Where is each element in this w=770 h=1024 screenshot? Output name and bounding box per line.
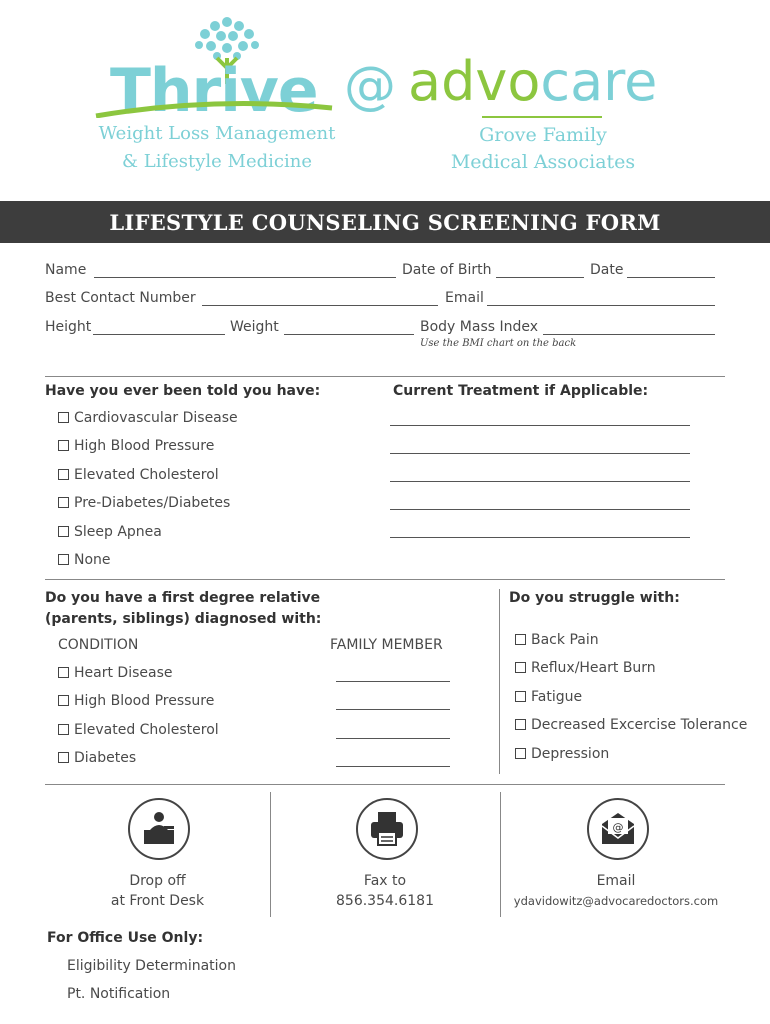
advocare-underline <box>482 116 602 118</box>
checkbox[interactable] <box>58 667 69 678</box>
form-title: LIFESTYLE COUNSELING SCREENING FORM <box>0 201 770 243</box>
at-symbol: @ <box>344 56 396 116</box>
checkbox[interactable] <box>58 526 69 537</box>
advocare-logo <box>408 50 673 180</box>
struggle-item-4-label: Depression <box>531 745 610 762</box>
name-label: Name <box>45 262 87 278</box>
advocare-sub-1: Grove Family <box>479 124 607 146</box>
front-desk-icon <box>128 798 190 860</box>
checkbox[interactable] <box>58 554 69 565</box>
notification-label: Pt. Notification <box>67 986 171 1002</box>
checkbox[interactable] <box>515 691 526 702</box>
checkbox[interactable] <box>58 724 69 735</box>
history-heading: Have you ever been told you have: <box>45 383 321 399</box>
date-field[interactable] <box>627 277 715 278</box>
bmi-field[interactable] <box>543 334 715 335</box>
family-member-field[interactable] <box>336 738 450 739</box>
thrive-logo <box>92 12 342 182</box>
advocare-wordmark-advo: advo <box>408 50 541 113</box>
struggle-heading: Do you struggle with: <box>509 590 680 606</box>
svg-text:@: @ <box>612 821 624 834</box>
family-item-1-label: High Blood Pressure <box>74 693 215 710</box>
family-heading-2: (parents, siblings) diagnosed with: <box>45 611 322 627</box>
divider-1 <box>45 376 725 377</box>
history-item-1[interactable] <box>58 438 214 454</box>
submit-separator-1 <box>270 792 271 917</box>
checkbox[interactable] <box>58 752 69 763</box>
envelope-icon <box>587 798 649 860</box>
height-field[interactable] <box>93 334 225 335</box>
office-heading: For Office Use Only: <box>47 930 204 946</box>
dob-label: Date of Birth <box>402 262 492 278</box>
bmi-label: Body Mass Index <box>420 319 539 335</box>
family-member-field[interactable] <box>336 766 450 767</box>
treatment-line-3[interactable] <box>390 481 690 482</box>
weight-label: Weight <box>230 319 279 335</box>
submit-separator-2 <box>500 792 501 917</box>
struggle-item-2-label: Fatigue <box>531 688 583 705</box>
struggle-item-1[interactable] <box>515 660 656 676</box>
history-item-2[interactable] <box>58 467 219 483</box>
family-item-1[interactable] <box>58 693 214 709</box>
name-field[interactable] <box>94 277 396 278</box>
checkbox[interactable] <box>515 719 526 730</box>
thrive-tagline-1: Weight Loss Management <box>98 123 336 144</box>
email-submit-label: Email <box>596 873 636 889</box>
checkbox[interactable] <box>58 497 69 508</box>
fax-icon <box>356 798 418 860</box>
thrive-wordmark: Thrive <box>110 56 318 126</box>
history-item-5-label: None <box>74 552 111 568</box>
struggle-item-3[interactable] <box>515 717 747 733</box>
checkbox[interactable] <box>58 695 69 706</box>
checkbox[interactable] <box>515 662 526 673</box>
checkbox[interactable] <box>58 440 69 451</box>
history-item-1-label: High Blood Pressure <box>74 438 215 455</box>
family-member-field[interactable] <box>336 709 450 710</box>
family-item-0[interactable] <box>58 665 172 681</box>
height-label: Height <box>45 319 92 335</box>
struggle-item-2[interactable] <box>515 689 582 705</box>
treatment-heading: Current Treatment if Applicable: <box>393 383 649 399</box>
family-item-2[interactable] <box>58 722 219 738</box>
family-member-col-header: FAMILY MEMBER <box>330 637 443 653</box>
eligibility-label: Eligibility Determination <box>67 958 236 974</box>
contact-field[interactable] <box>202 305 438 306</box>
treatment-line-5[interactable] <box>390 537 690 538</box>
family-struggle-separator <box>499 589 500 774</box>
history-item-3-label: Pre-Diabetes/Diabetes <box>74 495 231 512</box>
thrive-swoosh <box>94 98 334 118</box>
history-item-4-label: Sleep Apnea <box>74 523 162 540</box>
history-item-2-label: Elevated Cholesterol <box>74 466 219 483</box>
bmi-note: Use the BMI chart on the back <box>420 338 577 349</box>
dropoff-label-2: at Front Desk <box>110 893 205 909</box>
struggle-item-3-label: Decreased Excercise Tolerance <box>531 717 748 734</box>
checkbox[interactable] <box>515 634 526 645</box>
family-item-3[interactable] <box>58 750 136 766</box>
checkbox[interactable] <box>58 469 69 480</box>
email-address[interactable]: ydavidowitz@advocaredoctors.com <box>513 894 719 908</box>
struggle-item-1-label: Reflux/Heart Burn <box>531 660 656 677</box>
history-item-0[interactable] <box>58 410 238 426</box>
checkbox[interactable] <box>58 412 69 423</box>
divider-2 <box>45 579 725 580</box>
thrive-tagline-2: & Lifestyle Medicine <box>122 151 312 172</box>
struggle-item-0-label: Back Pain <box>531 632 599 648</box>
contact-label: Best Contact Number <box>45 290 196 306</box>
history-item-5[interactable] <box>58 552 111 568</box>
history-item-0-label: Cardiovascular Disease <box>74 410 238 426</box>
treatment-line-2[interactable] <box>390 453 690 454</box>
weight-field[interactable] <box>284 334 414 335</box>
fax-number: 856.354.6181 <box>336 893 434 909</box>
treatment-line-1[interactable] <box>390 425 690 426</box>
history-item-3[interactable] <box>58 495 230 511</box>
dropoff-label-1: Drop off <box>129 873 186 889</box>
date-label: Date <box>590 262 624 278</box>
family-item-0-label: Heart Disease <box>74 665 173 681</box>
email-field[interactable] <box>487 305 715 306</box>
struggle-item-0[interactable] <box>515 632 599 648</box>
struggle-item-4[interactable] <box>515 746 609 762</box>
email-label: Email <box>445 290 484 306</box>
divider-3 <box>45 784 725 785</box>
checkbox[interactable] <box>515 748 526 759</box>
advocare-sub-2: Medical Associates <box>450 151 636 173</box>
history-item-4[interactable] <box>58 524 162 540</box>
family-heading-1: Do you have a first degree relative <box>45 590 321 606</box>
condition-col-header: CONDITION <box>58 637 139 653</box>
family-member-field[interactable] <box>336 681 450 682</box>
treatment-line-4[interactable] <box>390 509 690 510</box>
fax-label: Fax to <box>363 873 407 889</box>
advocare-wordmark-care: care <box>540 50 658 113</box>
dob-field[interactable] <box>496 277 584 278</box>
family-item-3-label: Diabetes <box>74 750 137 767</box>
family-item-2-label: Elevated Cholesterol <box>74 721 219 738</box>
